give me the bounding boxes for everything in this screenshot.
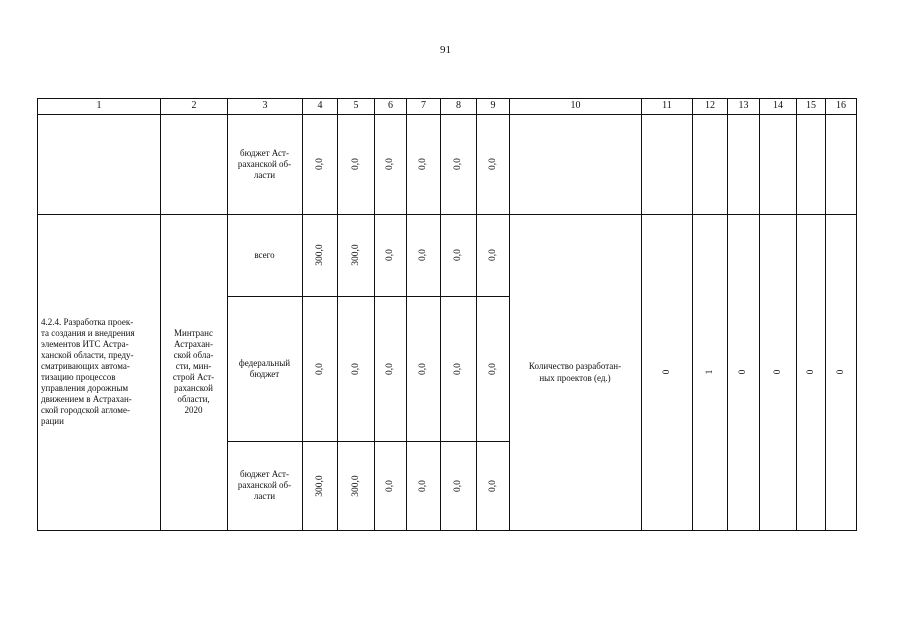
value-text: 0,0 [453,479,463,492]
header-label: 16 [836,100,846,111]
item-title-line: ской городской агломе- [41,405,130,415]
value-text: 0,0 [314,158,325,170]
indicator-cell [509,114,642,215]
item-title-line: движением в Астрахан- [41,394,132,404]
item-executor-line: области, [177,394,210,404]
source-label-line: федеральный [238,357,291,368]
page-number: 91 [440,44,451,56]
value-text: 0,0 [453,362,463,375]
value-text: 0,0 [385,362,395,375]
item-executor-line: ской обла- [173,350,214,360]
indicator-value: 0 [835,369,846,375]
value-text: 0,0 [418,158,428,170]
item-title-line: 4.2.4. Разработка проек- [41,317,134,327]
item-executor-line: раханской [174,383,213,393]
indicator-value: 0 [805,369,816,375]
header-label: 1 [96,100,102,111]
header-cell [227,98,303,115]
value-text: 0,0 [418,479,428,492]
header-cell [406,98,441,115]
item-title-line: рации [41,416,64,426]
continued-item-cell [37,114,161,215]
header-cell [476,98,510,115]
header-label: 10 [570,100,581,111]
indicator-value-cell [796,114,826,215]
indicator-value: 0 [661,369,672,375]
header-label: 6 [388,100,393,111]
value-text: 0,0 [385,249,395,261]
header-cell [759,98,797,115]
header-cell [440,98,477,115]
header-label: 8 [456,100,461,111]
value-text: 0,0 [385,479,395,492]
item-title-line: управления дорожным [41,383,129,393]
header-cell [337,98,375,115]
value-text: 300,0 [350,474,361,497]
item-title-line: сматривающих автома- [41,361,130,371]
indicator-value-cell [825,114,857,215]
source-label-line: бюджет Аст- [240,147,289,158]
value-text: 0,0 [418,362,428,375]
header-label: 15 [806,100,816,111]
source-label-line: раханской об- [237,480,292,490]
header-cell [37,98,161,115]
header-cell [374,98,407,115]
header-label: 9 [490,100,496,111]
value-text: 0,0 [418,249,428,261]
header-label: 3 [262,100,268,111]
value-text: 300,0 [314,474,325,497]
item-executor-line: Минтранс [174,328,213,338]
item-title-line: ханской области, преду- [41,350,134,360]
header-cell [509,98,642,115]
header-cell [727,98,760,115]
source-label [230,358,299,380]
header-cell [825,98,857,115]
continued-executor-cell [160,114,228,215]
item-title-line: та создания и внедрения [41,328,135,338]
value-text: 0,0 [487,362,498,375]
indicator-value-cell [727,114,760,215]
source-label [230,469,299,502]
value-text: 0,0 [453,158,463,170]
source-label-line: бюджет Аст- [240,469,289,479]
item-executor [162,328,225,416]
header-cell [796,98,826,115]
header-label: 7 [421,100,426,111]
header-label: 12 [705,100,715,111]
source-label-line: бюджет [249,368,280,379]
indicator-value-cell [692,114,728,215]
indicator-label [515,360,635,384]
value-text: 300,0 [350,244,361,266]
item-title [41,317,158,427]
header-label: 2 [191,100,197,111]
header-label: 13 [738,100,749,111]
value-text: 0,0 [385,158,395,170]
header-cell [160,98,228,115]
header-cell [692,98,728,115]
value-text: 0,0 [487,249,498,261]
header-label: 5 [353,100,359,111]
header-label: 14 [773,100,783,111]
item-executor-line: 2020 [184,405,203,415]
value-text: 0,0 [314,362,325,375]
value-text: 0,0 [487,479,498,492]
header-cell [641,98,693,115]
header-label: 4 [317,100,323,111]
value-text: 0,0 [350,362,361,375]
item-title-line: тизацию процессов [41,372,116,382]
value-text: 300,0 [314,244,325,266]
indicator-value: 0 [738,369,748,375]
source-label [230,250,299,261]
value-text: 0,0 [453,249,463,261]
header-cell [302,98,338,115]
source-label-line: всего [254,249,275,260]
indicator-label-line: ных проектов (ед.) [539,373,611,383]
indicator-value-cell [641,114,693,215]
source-label-line: ласти [253,491,276,501]
source-label-line: раханской об- [237,158,292,169]
source-label-line: ласти [253,169,276,180]
value-text: 0,0 [487,158,498,170]
item-executor-line: сти, мин- [175,361,212,371]
item-executor-line: строй Аст- [172,372,215,382]
indicator-value-cell [759,114,797,215]
source-label [230,148,299,181]
indicator-label-line: Количество разработан- [528,361,622,371]
indicator-value: 0 [772,369,783,375]
item-title-line: элементов ИТС Астра- [41,339,129,349]
header-label: 11 [662,100,672,111]
indicator-value: 1 [704,369,715,375]
value-text: 0,0 [350,158,361,170]
item-executor-line: Астрахан- [174,339,213,349]
